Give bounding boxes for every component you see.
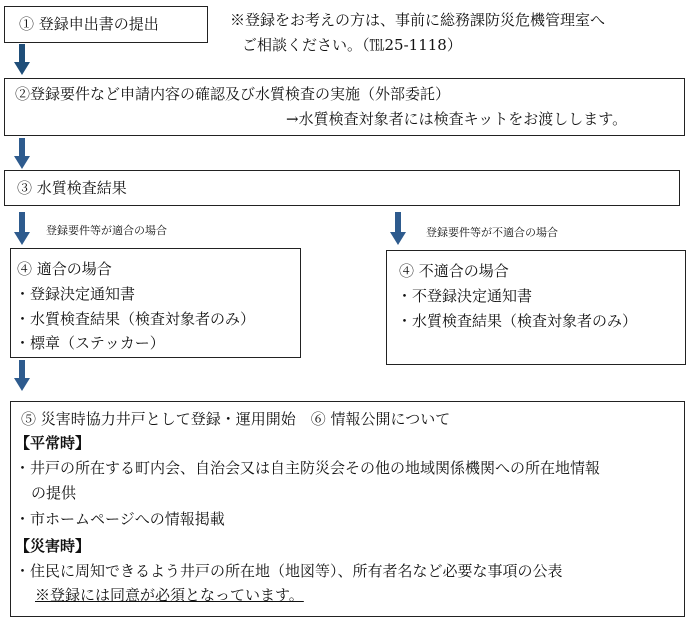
step4-ok-title: ④ 適合の場合 [17,260,112,278]
branch-ok-label: 登録要件等が適合の場合 [46,224,167,237]
step5-box [10,401,685,617]
normal-item: ・井戸の所在する町内会、自治会又は自主防災会その他の地域関係機関への所在地情報 [15,459,601,477]
step1-box [4,6,208,43]
consent-note: ※登録には同意が必須となっています。 [35,586,304,604]
step4-ok-item: ・標章（ステッカー） [15,334,165,352]
step1-title: ① 登録申出書の提出 [19,15,159,33]
step2-sub: →水質検査対象者には検査キットをお渡しします。 [286,110,628,128]
step4-ok-item: ・登録決定通知書 [15,285,136,303]
step4-ng-title: ④ 不適合の場合 [399,262,509,280]
step5-title: ⑤ 災害時協力井戸として登録・運用開始 ⑥ 情報公開について [21,410,451,428]
disaster-heading: 【災害時】 [15,537,91,555]
consult-note-line1: ※登録をお考えの方は、事前に総務課防災危機管理室へ [230,11,606,29]
down-arrow-icon [14,44,30,76]
disaster-item: ・住民に周知できるよう井戸の所在地（地図等）、所有者名など必要な事項の公表 [15,562,563,580]
down-arrow-icon [14,360,30,392]
step2-title: ②登録要件など申請内容の確認及び水質検査の実施（外部委託） [15,85,451,103]
step4-ng-item: ・不登録決定通知書 [397,287,533,305]
step4-ok-item: ・水質検査結果（検査対象者のみ） [15,310,256,328]
down-arrow-icon [390,212,406,246]
branch-ng-label: 登録要件等が不適合の場合 [426,226,558,239]
step3-title: ③ 水質検査結果 [17,179,127,197]
step4-ok-box [10,248,301,358]
normal-item: ・市ホームページへの情報掲載 [15,510,225,528]
normal-item-continued: の提供 [31,484,77,502]
step2-box [4,78,685,136]
step4-ng-item: ・水質検査結果（検査対象者のみ） [397,312,638,330]
down-arrow-icon [14,212,30,246]
step4-ng-box [386,250,686,365]
consult-note-line2: ご相談ください。（℡25-1118） [242,36,462,54]
step3-box [4,170,680,206]
normal-heading: 【平常時】 [15,434,91,452]
down-arrow-icon [14,138,30,170]
